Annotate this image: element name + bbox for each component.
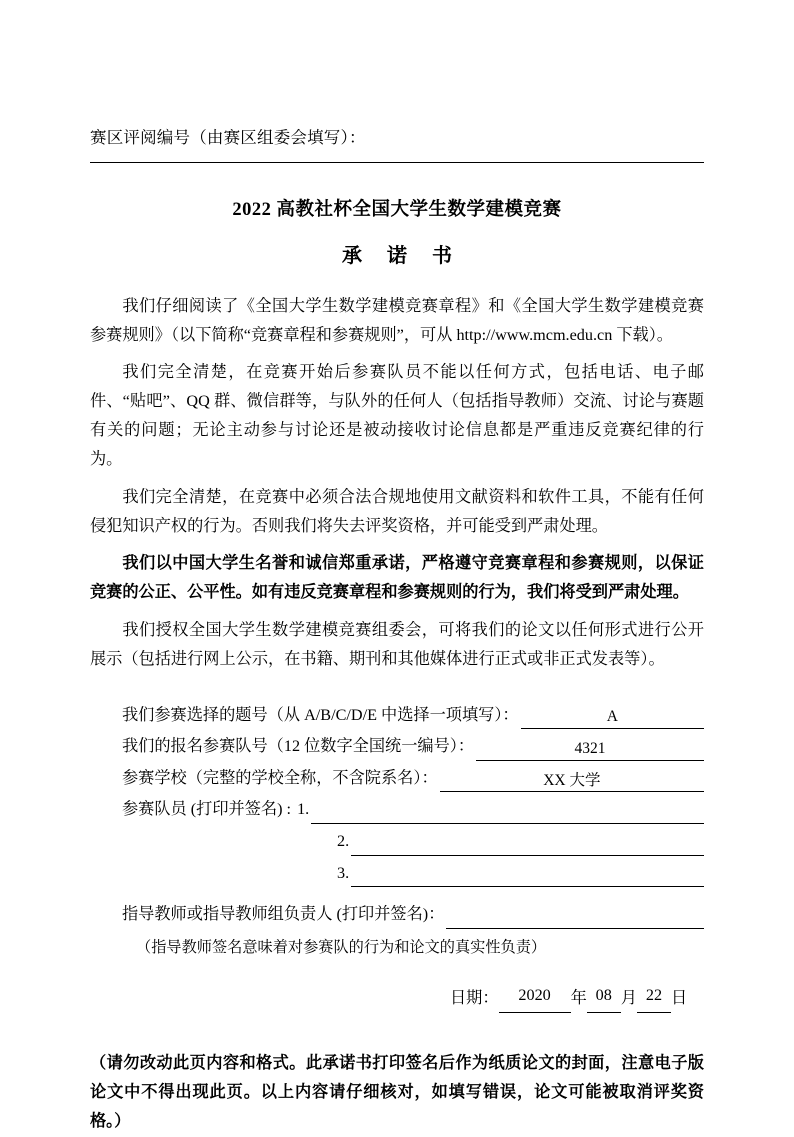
date-day-input[interactable]: 22 xyxy=(637,980,671,1013)
member-input-3[interactable] xyxy=(351,865,704,887)
paragraph-3: 我们完全清楚，在竞赛中必须合法合规地使用文献资料和软件工具，不能有任何侵犯知识产权的行为。否则我们将失去评奖资格，并可能受到严肃处理。 xyxy=(90,487,704,535)
school-row xyxy=(90,763,704,795)
date-day-unit: 日 xyxy=(670,989,688,1008)
advisor-row xyxy=(90,899,704,931)
document-content xyxy=(90,126,704,1137)
school-label: 参赛学校（完整的学校全称，不含院系名）： xyxy=(122,768,438,787)
member-input-1[interactable] xyxy=(311,802,704,824)
team-number-input[interactable]: 4321 xyxy=(476,739,704,761)
review-number-label: 赛区评阅编号（由赛区组委会填写）： xyxy=(90,128,366,147)
members-label: 参赛队员 (打印并签名) : xyxy=(122,800,292,819)
member-row-2 xyxy=(90,826,704,858)
advisor-note: （指导教师签名意味着对参赛队的行为和论文的真实性负责） xyxy=(136,938,547,956)
date-month-unit: 月 xyxy=(620,989,637,1008)
date-label: 日期： xyxy=(450,989,499,1008)
school-input[interactable]: XX 大学 xyxy=(440,771,704,793)
date-year-unit: 年 xyxy=(570,989,587,1008)
advisor-label: 指导教师或指导教师组负责人 (打印并签名)： xyxy=(122,905,445,924)
problem-row xyxy=(90,700,704,732)
member-number-2: 2. xyxy=(337,832,350,851)
entry-form xyxy=(90,700,704,1015)
member-number-3: 3. xyxy=(337,863,350,882)
team-number-row xyxy=(90,731,704,763)
member-row-3 xyxy=(90,858,704,890)
review-number-rule xyxy=(90,162,704,163)
date-year-input[interactable]: 2020 xyxy=(499,980,571,1013)
page-title: 2022 高教社杯全国大学生数学建模竞赛 xyxy=(232,199,562,220)
footer-warning: （请勿改动此页内容和格式。此承诺书打印签名后作为纸质论文的封面，注意电子版论文中不得出现此页。以上内容请仔细核对，如填写错误，论文可能被取消评奖资格。） xyxy=(90,1054,704,1131)
paragraph-4-pledge: 我们以中国大学生名誉和诚信郑重承诺，严格遵守竞赛章程和参赛规则，以保证竞赛的公正、公平性。如有违反竞赛章程和参赛规则的行为，我们将受到严肃处理。 xyxy=(90,554,704,602)
member-input-2[interactable] xyxy=(351,834,704,856)
date-row xyxy=(90,982,704,1015)
team-number-label: 我们的报名参赛队号（12 位数字全国统一编号）： xyxy=(122,737,475,756)
page-subtitle: 承 诺 书 xyxy=(342,244,462,267)
advisor-input[interactable] xyxy=(446,907,704,929)
member-number-1: 1. xyxy=(297,800,310,819)
problem-label: 我们参赛选择的题号（从 A/B/C/D/E 中选择一项填写）： xyxy=(122,705,519,724)
problem-input[interactable]: A xyxy=(521,707,704,729)
date-month-input[interactable]: 08 xyxy=(587,980,621,1013)
paragraph-1: 我们仔细阅读了《全国大学生数学建模竞赛章程》和《全国大学生数学建模竞赛参赛规则》（以下简称“竞赛章程和参赛规则”，可从 http://www.mcm.edu.cn 下载）。 xyxy=(90,296,704,344)
member-row-1 xyxy=(90,794,704,826)
paragraph-5: 我们授权全国大学生数学建模竞赛组委会，可将我们的论文以任何形式进行公开展示（包括进行网上公示，在书籍、期刊和其他媒体进行正式或非正式发表等）。 xyxy=(90,621,704,668)
paragraph-2: 我们完全清楚，在竞赛开始后参赛队员不能以任何方式，包括电话、电子邮件、“贴吧”、QQ 群、微信群等，与队外的任何人（包括指导教师）交流、讨论与赛题有关的问题；无论主动参与讨论还是被动接收讨论信息都是严重违反竞赛纪律的行为。 xyxy=(90,363,704,468)
